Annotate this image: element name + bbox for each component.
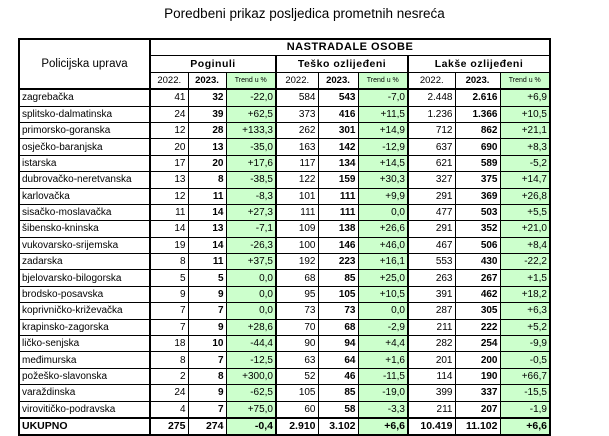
- cell-killed-2023: 14: [188, 204, 226, 220]
- cell-killed-trend: -26,3: [226, 237, 276, 253]
- cell-killed-2022: 18: [150, 336, 188, 352]
- header-tesko-ozlijedeni: Teško ozlijeđeni: [276, 56, 408, 72]
- cell-killed-trend: 0,0: [226, 270, 276, 286]
- cell-killed-trend: +133,3: [226, 122, 276, 138]
- cell-light-2022: 10.419: [408, 418, 455, 435]
- cell-light-trend: -1,9: [500, 401, 550, 418]
- cell-killed-2022: 24: [150, 106, 188, 122]
- cell-killed-2022: 11: [150, 204, 188, 220]
- cell-killed-2023: 9: [188, 286, 226, 302]
- cell-severe-trend: +26,6: [358, 221, 408, 237]
- cell-killed-trend: -38,5: [226, 172, 276, 188]
- cell-light-trend: -9,9: [500, 336, 550, 352]
- table-row: [19, 139, 550, 155]
- cell-severe-2023: 105: [318, 286, 358, 302]
- cell-killed-2023: 11: [188, 188, 226, 204]
- cell-light-2023: 375: [455, 172, 500, 188]
- cell-light-trend: +1,5: [500, 270, 550, 286]
- cell-severe-2023: 111: [318, 188, 358, 204]
- cell-light-2023: 589: [455, 155, 500, 171]
- cell-light-2022: 211: [408, 319, 455, 335]
- cell-killed-trend: 0,0: [226, 286, 276, 302]
- cell-severe-trend: -11,5: [358, 368, 408, 384]
- cell-killed-trend: +37,5: [226, 254, 276, 270]
- cell-severe-2022: 192: [276, 254, 318, 270]
- cell-killed-2023: 11: [188, 254, 226, 270]
- cell-police-unit: vukovarsko-srijemska: [19, 237, 150, 253]
- cell-killed-2022: 41: [150, 89, 188, 106]
- cell-killed-2023: 9: [188, 385, 226, 401]
- cell-severe-2023: 46: [318, 368, 358, 384]
- cell-killed-2022: 4: [150, 401, 188, 418]
- cell-light-trend: +10,5: [500, 106, 550, 122]
- table-row: [19, 352, 550, 368]
- cell-killed-2023: 7: [188, 352, 226, 368]
- cell-severe-2022: 122: [276, 172, 318, 188]
- cell-police-unit: zagrebačka: [19, 89, 150, 106]
- cell-severe-trend: -19,0: [358, 385, 408, 401]
- cell-light-2023: 369: [455, 188, 500, 204]
- cell-severe-trend: +16,1: [358, 254, 408, 270]
- cell-severe-trend: +25,0: [358, 270, 408, 286]
- table-row: [19, 122, 550, 138]
- cell-light-2022: 1.236: [408, 106, 455, 122]
- cell-severe-2022: 95: [276, 286, 318, 302]
- cell-police-unit: dubrovačko-neretvanska: [19, 172, 150, 188]
- cell-severe-2023: 134: [318, 155, 358, 171]
- cell-killed-trend: -8,3: [226, 188, 276, 204]
- cell-police-unit: koprivničko-križevačka: [19, 303, 150, 319]
- cell-killed-trend: -0,4: [226, 418, 276, 435]
- cell-severe-2022: 60: [276, 401, 318, 418]
- table-row: [19, 237, 550, 253]
- cell-light-2023: 222: [455, 319, 500, 335]
- cell-killed-2023: 7: [188, 401, 226, 418]
- cell-police-unit: šibensko-kninska: [19, 221, 150, 237]
- cell-killed-2022: 5: [150, 270, 188, 286]
- cell-light-2022: 553: [408, 254, 455, 270]
- table-row: [19, 303, 550, 319]
- cell-severe-trend: 0,0: [358, 204, 408, 220]
- cell-light-2023: 337: [455, 385, 500, 401]
- cell-light-2022: 2.448: [408, 89, 455, 106]
- cell-light-trend: +66,7: [500, 368, 550, 384]
- table-row: [19, 385, 550, 401]
- cell-severe-2023: 94: [318, 336, 358, 352]
- cell-severe-2023: 301: [318, 122, 358, 138]
- cell-police-unit: karlovačka: [19, 188, 150, 204]
- cell-police-unit: virovitičko-podravska: [19, 401, 150, 418]
- cell-killed-trend: -62,5: [226, 385, 276, 401]
- cell-killed-2023: 7: [188, 303, 226, 319]
- cell-killed-trend: -35,0: [226, 139, 276, 155]
- cell-severe-2023: 146: [318, 237, 358, 253]
- cell-killed-trend: +300,0: [226, 368, 276, 384]
- table-row: [19, 221, 550, 237]
- cell-killed-2023: 14: [188, 237, 226, 253]
- table-row: [19, 336, 550, 352]
- cell-severe-2022: 70: [276, 319, 318, 335]
- cell-killed-2023: 39: [188, 106, 226, 122]
- cell-killed-2022: 19: [150, 237, 188, 253]
- cell-light-trend: +6,3: [500, 303, 550, 319]
- table-row: [19, 172, 550, 188]
- cell-killed-2023: 28: [188, 122, 226, 138]
- cell-police-unit: brodsko-posavska: [19, 286, 150, 302]
- header-nastradale-osobe: NASTRADALE OSOBE: [150, 39, 550, 56]
- cell-killed-2023: 10: [188, 336, 226, 352]
- cell-light-trend: +14,7: [500, 172, 550, 188]
- cell-killed-2022: 17: [150, 155, 188, 171]
- cell-severe-2022: 117: [276, 155, 318, 171]
- cell-killed-2023: 5: [188, 270, 226, 286]
- cell-light-trend: +6,6: [500, 418, 550, 435]
- cell-light-trend: +6,9: [500, 89, 550, 106]
- cell-killed-trend: +62,5: [226, 106, 276, 122]
- cell-police-unit: ličko-senjska: [19, 336, 150, 352]
- cell-severe-2023: 416: [318, 106, 358, 122]
- table-row: [19, 368, 550, 384]
- cell-severe-2023: 111: [318, 204, 358, 220]
- cell-police-unit: primorsko-goranska: [19, 122, 150, 138]
- header-year-2023: 2023.: [188, 72, 226, 89]
- page-title: Poredbeni prikaz posljedica prometnih nesreća: [164, 6, 445, 21]
- header-year-2023: 2023.: [455, 72, 500, 89]
- table-row: [19, 401, 550, 418]
- cell-killed-2022: 275: [150, 418, 188, 435]
- cell-light-2022: 114: [408, 368, 455, 384]
- cell-killed-trend: +75,0: [226, 401, 276, 418]
- cell-severe-2022: 63: [276, 352, 318, 368]
- cell-light-2023: 690: [455, 139, 500, 155]
- cell-severe-2022: 101: [276, 188, 318, 204]
- cell-killed-2022: 13: [150, 172, 188, 188]
- cell-light-2023: 462: [455, 286, 500, 302]
- cell-light-2023: 503: [455, 204, 500, 220]
- cell-severe-trend: +4,4: [358, 336, 408, 352]
- cell-killed-2023: 13: [188, 221, 226, 237]
- cell-light-trend: +5,2: [500, 319, 550, 335]
- cell-severe-trend: +11,5: [358, 106, 408, 122]
- cell-killed-trend: -7,1: [226, 221, 276, 237]
- cell-light-trend: +26,8: [500, 188, 550, 204]
- table-row: [19, 286, 550, 302]
- cell-severe-2022: 163: [276, 139, 318, 155]
- cell-severe-trend: +14,9: [358, 122, 408, 138]
- cell-light-2023: 352: [455, 221, 500, 237]
- table-row: [19, 319, 550, 335]
- cell-killed-2023: 9: [188, 319, 226, 335]
- header-year-2022: 2022.: [150, 72, 188, 89]
- cell-severe-2022: 73: [276, 303, 318, 319]
- cell-killed-trend: 0,0: [226, 303, 276, 319]
- cell-severe-2023: 85: [318, 385, 358, 401]
- cell-severe-trend: +10,5: [358, 286, 408, 302]
- cell-light-2022: 291: [408, 188, 455, 204]
- cell-severe-2023: 68: [318, 319, 358, 335]
- cell-killed-2022: 9: [150, 286, 188, 302]
- cell-light-2022: 282: [408, 336, 455, 352]
- cell-severe-trend: +6,6: [358, 418, 408, 435]
- cell-severe-2023: 64: [318, 352, 358, 368]
- total-row: [19, 418, 550, 435]
- cell-police-unit: osječko-baranjska: [19, 139, 150, 155]
- cell-light-trend: +18,2: [500, 286, 550, 302]
- cell-light-2023: 190: [455, 368, 500, 384]
- cell-severe-2023: 58: [318, 401, 358, 418]
- cell-light-trend: +8,4: [500, 237, 550, 253]
- cell-killed-2022: 14: [150, 221, 188, 237]
- cell-light-trend: -5,2: [500, 155, 550, 171]
- cell-light-2023: 2.616: [455, 89, 500, 106]
- cell-severe-2022: 109: [276, 221, 318, 237]
- cell-police-unit: požeško-slavonska: [19, 368, 150, 384]
- cell-killed-trend: +17,6: [226, 155, 276, 171]
- cell-light-2022: 291: [408, 221, 455, 237]
- cell-killed-2023: 13: [188, 139, 226, 155]
- cell-severe-2022: 373: [276, 106, 318, 122]
- table-row: [19, 254, 550, 270]
- cell-severe-trend: 0,0: [358, 303, 408, 319]
- cell-severe-2023: 159: [318, 172, 358, 188]
- cell-severe-2023: 85: [318, 270, 358, 286]
- cell-light-trend: -0,5: [500, 352, 550, 368]
- cell-severe-2022: 111: [276, 204, 318, 220]
- cell-severe-trend: -2,9: [358, 319, 408, 335]
- cell-light-2022: 287: [408, 303, 455, 319]
- cell-light-2023: 430: [455, 254, 500, 270]
- cell-light-2022: 637: [408, 139, 455, 155]
- cell-killed-2022: 7: [150, 303, 188, 319]
- cell-police-unit: splitsko-dalmatinska: [19, 106, 150, 122]
- header-year-2023: 2023.: [318, 72, 358, 89]
- cell-severe-2022: 90: [276, 336, 318, 352]
- cell-light-2022: 391: [408, 286, 455, 302]
- cell-killed-2022: 24: [150, 385, 188, 401]
- cell-light-trend: +5,5: [500, 204, 550, 220]
- header-lakse-ozlijedeni: Lakše ozlijeđeni: [408, 56, 550, 72]
- cell-police-unit: zadarska: [19, 254, 150, 270]
- cell-light-2022: 327: [408, 172, 455, 188]
- cell-severe-2022: 52: [276, 368, 318, 384]
- cell-killed-trend: -44,4: [226, 336, 276, 352]
- cell-killed-trend: +27,3: [226, 204, 276, 220]
- cell-severe-trend: +14,5: [358, 155, 408, 171]
- cell-severe-trend: -3,3: [358, 401, 408, 418]
- cell-light-trend: -15,5: [500, 385, 550, 401]
- cell-severe-trend: -12,9: [358, 139, 408, 155]
- cell-police-unit: varaždinska: [19, 385, 150, 401]
- header-trend: Trend u %: [358, 72, 408, 89]
- table-row: [19, 188, 550, 204]
- cell-killed-2022: 7: [150, 319, 188, 335]
- cell-killed-2023: 32: [188, 89, 226, 106]
- cell-killed-trend: -22,0: [226, 89, 276, 106]
- table-row: [19, 270, 550, 286]
- cell-light-2022: 467: [408, 237, 455, 253]
- cell-severe-trend: +46,0: [358, 237, 408, 253]
- cell-light-trend: +21,0: [500, 221, 550, 237]
- cell-killed-2023: 274: [188, 418, 226, 435]
- cell-killed-2023: 8: [188, 172, 226, 188]
- cell-light-2023: 267: [455, 270, 500, 286]
- cell-police-unit: UKUPNO: [19, 418, 150, 435]
- cell-severe-2022: 100: [276, 237, 318, 253]
- cell-light-2023: 207: [455, 401, 500, 418]
- cell-killed-2022: 8: [150, 352, 188, 368]
- cell-police-unit: međimurska: [19, 352, 150, 368]
- cell-light-2023: 862: [455, 122, 500, 138]
- cell-severe-2023: 142: [318, 139, 358, 155]
- cell-killed-2022: 2: [150, 368, 188, 384]
- cell-severe-trend: +30,3: [358, 172, 408, 188]
- cell-light-trend: +8,3: [500, 139, 550, 155]
- cell-severe-2022: 68: [276, 270, 318, 286]
- header-poginuli: Poginuli: [150, 56, 276, 72]
- cell-severe-2022: 584: [276, 89, 318, 106]
- header-trend: Trend u %: [226, 72, 276, 89]
- cell-light-2022: 201: [408, 352, 455, 368]
- cell-light-2022: 712: [408, 122, 455, 138]
- header-year-2022: 2022.: [408, 72, 455, 89]
- cell-police-unit: sisačko-moslavačka: [19, 204, 150, 220]
- cell-light-trend: +21,1: [500, 122, 550, 138]
- cell-light-2022: 477: [408, 204, 455, 220]
- cell-killed-2022: 20: [150, 139, 188, 155]
- cell-police-unit: bjelovarsko-bilogorska: [19, 270, 150, 286]
- cell-killed-trend: +28,6: [226, 319, 276, 335]
- cell-light-2023: 11.102: [455, 418, 500, 435]
- table-row: [19, 204, 550, 220]
- cell-killed-2022: 8: [150, 254, 188, 270]
- cell-killed-2022: 12: [150, 188, 188, 204]
- cell-severe-2023: 73: [318, 303, 358, 319]
- cell-severe-2022: 105: [276, 385, 318, 401]
- cell-light-2023: 254: [455, 336, 500, 352]
- cell-police-unit: krapinsko-zagorska: [19, 319, 150, 335]
- cell-killed-2023: 20: [188, 155, 226, 171]
- cell-light-2023: 305: [455, 303, 500, 319]
- cell-severe-trend: -7,0: [358, 89, 408, 106]
- table-row: [19, 155, 550, 171]
- cell-killed-2023: 8: [188, 368, 226, 384]
- casualties-table: [18, 38, 551, 436]
- cell-light-2022: 211: [408, 401, 455, 418]
- table-body: [19, 89, 550, 435]
- cell-severe-2023: 3.102: [318, 418, 358, 435]
- table-row: [19, 89, 550, 106]
- header-policijska-uprava: Policijska uprava: [19, 39, 150, 89]
- header-trend: Trend u %: [500, 72, 550, 89]
- cell-light-2022: 263: [408, 270, 455, 286]
- cell-severe-2022: 2.910: [276, 418, 318, 435]
- cell-severe-2023: 138: [318, 221, 358, 237]
- cell-light-2023: 1.366: [455, 106, 500, 122]
- cell-severe-trend: +1,6: [358, 352, 408, 368]
- cell-police-unit: istarska: [19, 155, 150, 171]
- cell-severe-2022: 262: [276, 122, 318, 138]
- cell-killed-trend: -12,5: [226, 352, 276, 368]
- cell-light-2022: 399: [408, 385, 455, 401]
- cell-severe-trend: +9,9: [358, 188, 408, 204]
- cell-light-trend: -22,2: [500, 254, 550, 270]
- cell-light-2023: 200: [455, 352, 500, 368]
- cell-severe-2023: 223: [318, 254, 358, 270]
- cell-killed-2022: 12: [150, 122, 188, 138]
- cell-severe-2023: 543: [318, 89, 358, 106]
- cell-light-2023: 506: [455, 237, 500, 253]
- table-row: [19, 106, 550, 122]
- cell-light-2022: 621: [408, 155, 455, 171]
- header-year-2022: 2022.: [276, 72, 318, 89]
